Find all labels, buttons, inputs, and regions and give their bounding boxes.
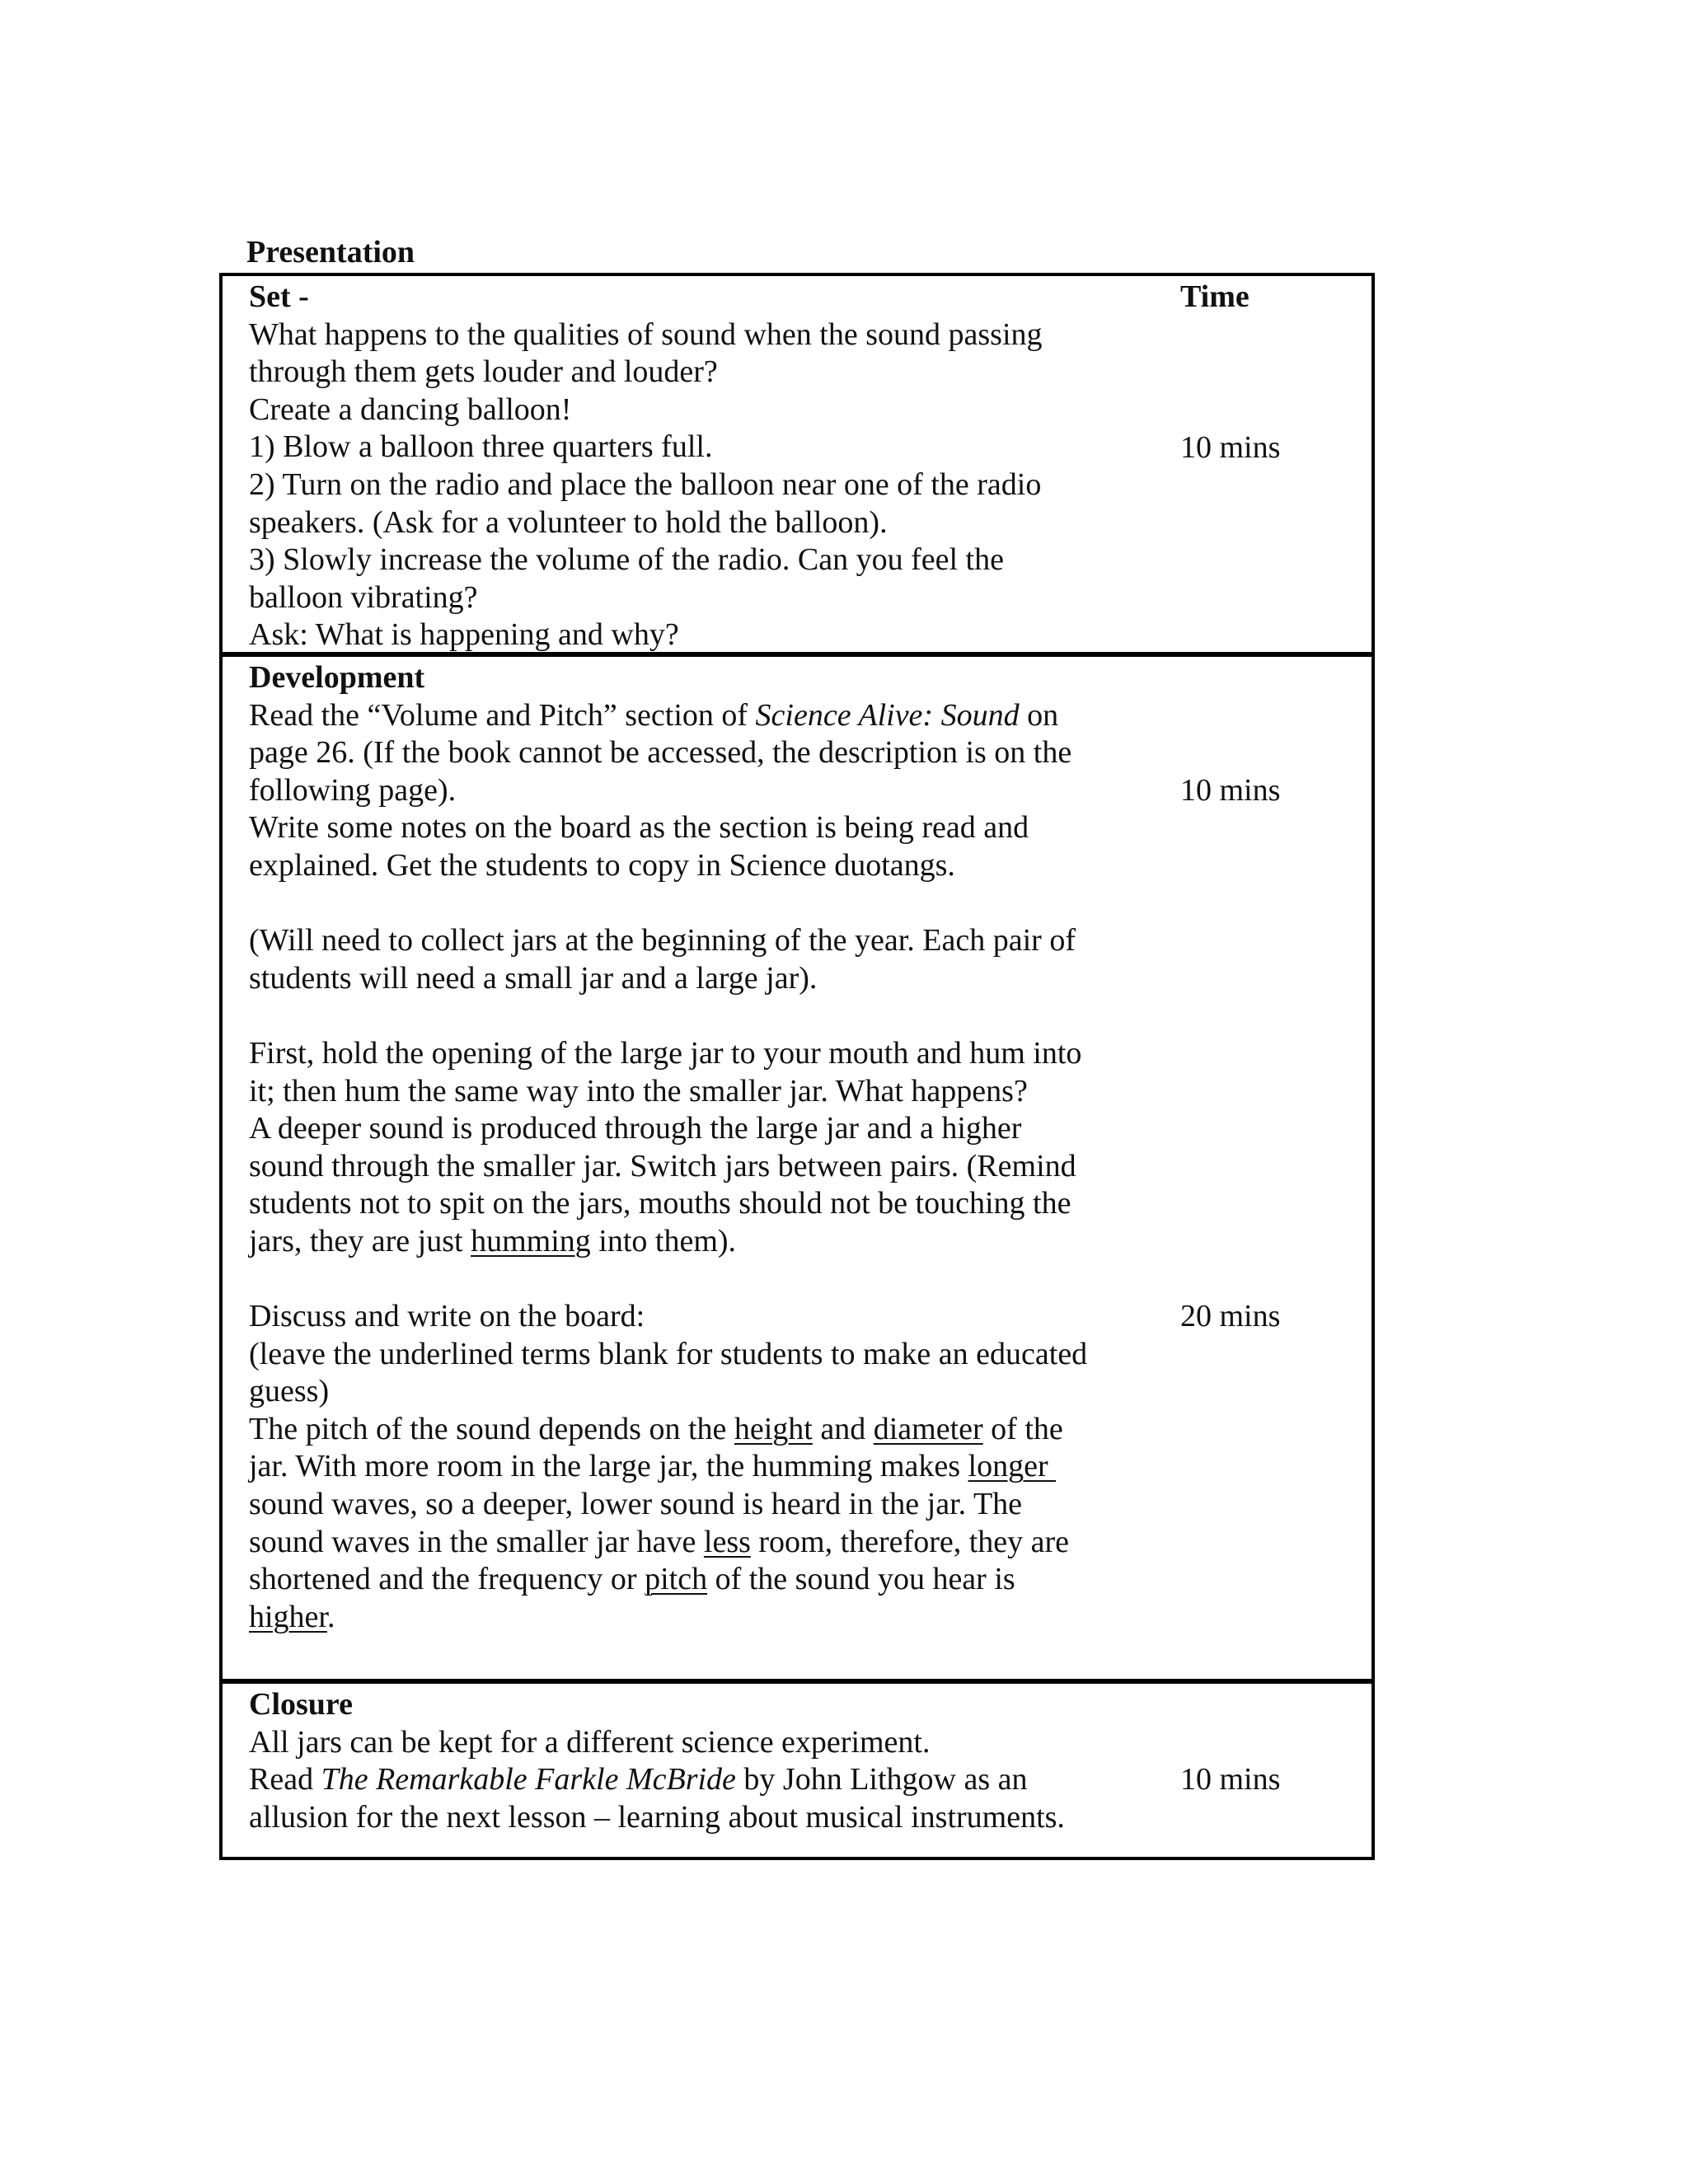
set-time: 10 mins <box>1180 430 1281 465</box>
underlined-term: height <box>734 1411 813 1446</box>
text: room, therefore, they are <box>750 1524 1070 1559</box>
set-line: speakers. (Ask for a volunteer to hold the balloon). <box>249 504 888 540</box>
spacer <box>249 885 1197 923</box>
development-line: Discuss and write on the board: <box>249 1299 645 1334</box>
development-line: it; then hum the same way into the smaller jar. What happens? <box>249 1073 1028 1108</box>
development-line <box>249 1411 1197 1449</box>
closure-line <box>249 1761 1197 1799</box>
text: jars, they are just <box>249 1223 471 1258</box>
development-line <box>249 697 1197 735</box>
development-line <box>249 1524 1197 1562</box>
text: The pitch of the sound depends on the <box>249 1411 734 1446</box>
text: by John Lithgow as an <box>735 1762 1028 1797</box>
development-line: First, hold the opening of the large jar to your mouth and hum into <box>249 1035 1082 1071</box>
development-line <box>249 1599 1197 1637</box>
development-line: A deeper sound is produced through the large jar and a higher <box>249 1111 1022 1146</box>
spacer <box>249 1261 1197 1299</box>
development-line: Write some notes on the board as the section is being read and <box>249 810 1029 846</box>
underlined-term: diameter <box>873 1411 983 1446</box>
underlined-term: less <box>703 1524 751 1559</box>
closure-content <box>249 1686 1197 1836</box>
set-section <box>219 273 1375 655</box>
development-line: (Will need to collect jars at the beginning of the year. Each pair of <box>249 923 1076 958</box>
text: on <box>1019 697 1059 733</box>
underlined-term: pitch <box>645 1562 708 1597</box>
text: of the <box>982 1411 1063 1446</box>
development-line: sound waves, so a deeper, lower sound is heard in the jar. The <box>249 1487 1023 1522</box>
development-line: students not to spit on the jars, mouths should not be touching the <box>249 1186 1071 1221</box>
set-line: Create a dancing balloon! <box>249 391 572 427</box>
development-line <box>249 1561 1197 1599</box>
text: jar. With more room in the large jar, the humming makes <box>249 1449 968 1484</box>
development-time-2: 20 mins <box>1180 1299 1281 1333</box>
text: shortened and the frequency or <box>249 1562 645 1597</box>
development-line: students will need a small jar and a large jar). <box>249 960 818 996</box>
development-line: sound through the smaller jar. Switch jars between pairs. (Remind <box>249 1148 1076 1183</box>
underlined-term: higher <box>249 1599 327 1634</box>
development-line <box>249 1448 1197 1486</box>
development-time-1: 10 mins <box>1180 773 1281 808</box>
text: Read <box>249 1762 321 1797</box>
closure-line: allusion for the next lesson – learning about musical instruments. <box>249 1799 1065 1835</box>
text: Read the “Volume and Pitch” section of <box>249 697 756 733</box>
closure-time: 10 mins <box>1180 1762 1281 1797</box>
text: . <box>326 1599 335 1634</box>
set-line: What happens to the qualities of sound when the sound passing <box>249 316 1043 352</box>
development-line: following page). <box>249 772 457 808</box>
book-title: The Remarkable Farkle McBride <box>321 1762 736 1797</box>
development-line <box>249 1223 1197 1261</box>
development-line: (leave the underlined terms blank for students to make an educated <box>249 1336 1088 1371</box>
underlined-term: longer <box>968 1449 1057 1484</box>
set-line: 2) Turn on the radio and place the balloon near one of the radio <box>249 466 1042 502</box>
section-heading: Presentation <box>246 235 415 269</box>
development-content <box>249 659 1197 1636</box>
set-line: balloon vibrating? <box>249 579 478 615</box>
closure-line: All jars can be kept for a different science experiment. <box>249 1724 931 1760</box>
time-header: Time <box>1180 279 1250 314</box>
book-title: Science Alive: Sound <box>755 697 1020 733</box>
spacer <box>249 997 1197 1035</box>
text: and <box>812 1411 874 1446</box>
closure-section <box>219 1680 1375 1860</box>
set-title: Set - <box>249 279 309 314</box>
development-title: Development <box>249 660 425 695</box>
set-line: 1) Blow a balloon three quarters full. <box>249 429 713 465</box>
development-section <box>219 654 1375 1682</box>
development-line: page 26. (If the book cannot be accessed, the description is on the <box>249 735 1072 771</box>
underlined-term: humming <box>471 1223 591 1258</box>
development-line: explained. Get the students to copy in Science duotangs. <box>249 847 955 883</box>
development-line: guess) <box>249 1374 330 1409</box>
text: into them). <box>590 1223 737 1258</box>
closure-title: Closure <box>249 1687 353 1722</box>
text: sound waves in the smaller jar have <box>249 1524 704 1559</box>
set-line: through them gets louder and louder? <box>249 354 718 390</box>
set-line: Ask: What is happening and why? <box>249 617 679 653</box>
set-content <box>249 279 1197 654</box>
set-line: 3) Slowly increase the volume of the radio. Can you feel the <box>249 542 1004 578</box>
text: of the sound you hear is <box>707 1562 1015 1597</box>
